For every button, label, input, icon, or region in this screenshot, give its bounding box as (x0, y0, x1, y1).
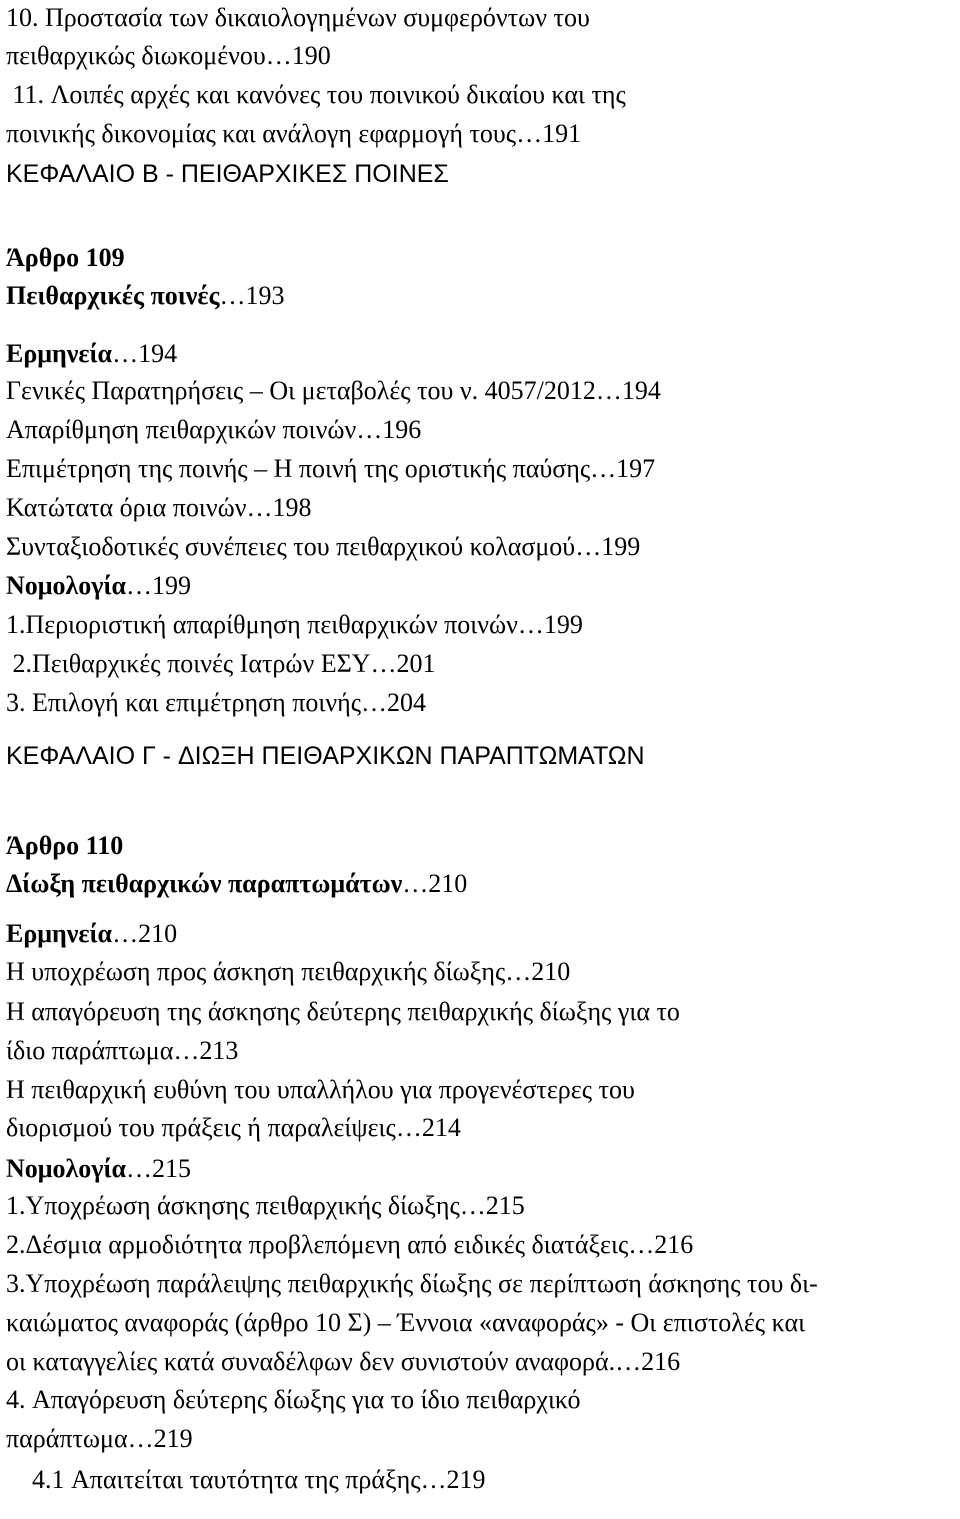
leader-dots: … (361, 688, 387, 717)
toc-entry-text: Πειθαρχικές ποινές (6, 281, 220, 310)
leader-dots: … (505, 957, 532, 986)
section-heading (6, 240, 125, 276)
leader-dots: … (420, 1465, 447, 1494)
toc-entry (6, 412, 421, 448)
leader-dots: … (112, 919, 139, 948)
page-number: 215 (485, 1191, 525, 1220)
toc-entry-text: Η πειθαρχική ευθύνη του υπαλλήλου για προγενέστερες του (6, 1075, 635, 1104)
leader-dots: … (628, 1230, 655, 1259)
toc-entry-text: 2.Πειθαρχικές ποινές Ιατρών ΕΣΥ (6, 649, 371, 678)
page-number: 194 (138, 339, 178, 368)
page-number: 199 (152, 571, 192, 600)
toc-entry-text: ΚΕΦΑΛΑΙΟ Β - ΠΕΙΘΑΡΧΙΚΕΣ ΠΟΙΝΕΣ (6, 160, 449, 188)
page-number: 193 (245, 281, 285, 310)
leader-dots: … (395, 1113, 422, 1142)
page-number: 219 (153, 1424, 193, 1453)
leader-dots: … (126, 571, 153, 600)
toc-entry (6, 1227, 693, 1263)
page-number: 216 (641, 1347, 681, 1376)
toc-entry-text: καιώματος αναφοράς (άρθρο 10 Σ) – Έννοια «αναφοράς» - Οι επιστολές και (6, 1308, 806, 1337)
leader-dots: … (517, 610, 544, 639)
page-number: 214 (421, 1113, 461, 1142)
leader-dots: … (459, 1191, 486, 1220)
section-heading (6, 866, 467, 902)
toc-entry (6, 529, 640, 565)
toc-entry (6, 77, 626, 113)
toc-entry-text: πειθαρχικώς διωκομένου (6, 41, 266, 70)
toc-entry-text: 1.Υποχρέωση άσκησης πειθαρχικής δίωξης (6, 1191, 460, 1220)
leader-dots: … (370, 649, 397, 678)
toc-entry-text: 10. Προστασία των δικαιολογημένων συμφερόντων του (6, 3, 590, 32)
toc-entry-text: Απαρίθμηση πειθαρχικών ποινών (6, 415, 357, 444)
toc-entry (6, 1344, 680, 1380)
leader-dots: … (595, 376, 622, 405)
section-heading (6, 568, 191, 604)
toc-entry-text: Ερμηνεία (6, 339, 113, 368)
toc-entry (6, 646, 436, 682)
toc-entry-text: 4. Απαγόρευση δεύτερης δίωξης για το ίδιο πειθαρχικό (6, 1385, 581, 1414)
leader-dots: … (516, 119, 543, 148)
toc-entry-text: 4.1 Απαιτείται ταυτότητα της πράξης (6, 1465, 421, 1494)
leader-dots: … (590, 454, 617, 483)
page-number: 199 (601, 532, 641, 561)
toc-entry (6, 373, 661, 409)
toc-entry (6, 1072, 635, 1108)
section-heading (6, 916, 177, 952)
page-number: 215 (152, 1154, 192, 1183)
toc-entry (6, 685, 426, 721)
toc-entry (6, 1305, 805, 1341)
toc-entry (6, 451, 655, 487)
toc-entry-text: Δίωξη πειθαρχικών παραπτωμάτων (6, 869, 403, 898)
toc-entry (6, 1110, 461, 1146)
leader-dots: … (127, 1424, 154, 1453)
leader-dots: … (265, 41, 292, 70)
toc-entry-text: 2.Δέσμια αρμοδιότητα προβλεπόμενη από ειδικές διατάξεις (6, 1230, 629, 1259)
page-number: 216 (654, 1230, 694, 1259)
toc-entry (6, 1188, 525, 1224)
toc-entry-text: 3.Υποχρέωση παράλειψης πειθαρχικής δίωξης σε περίπτωση άσκησης του δι- (6, 1269, 818, 1298)
toc-entry-text: 3. Επιλογή και επιμέτρηση ποινής (6, 688, 361, 717)
toc-entry-text: Η απαγόρευση της άσκησης δεύτερης πειθαρχικής δίωξης για το (6, 997, 680, 1026)
chapter-heading (6, 738, 645, 774)
toc-entry-text: Επιμέτρηση της ποινής – Η ποινή της οριστικής παύσης (6, 454, 591, 483)
page-number: 213 (199, 1036, 239, 1065)
page-number: 190 (291, 41, 331, 70)
page-number: 198 (272, 493, 312, 522)
section-heading (6, 1151, 191, 1187)
page-number: 210 (428, 869, 468, 898)
leader-dots: … (173, 1036, 200, 1065)
toc-entry (6, 1382, 580, 1418)
section-heading (6, 828, 123, 864)
toc-entry (6, 38, 331, 74)
toc-entry (6, 607, 583, 643)
toc-entry-text: Συνταξιοδοτικές συνέπειες του πειθαρχικού κολασμού (6, 532, 576, 561)
leader-dots: … (246, 493, 273, 522)
page-number: 199 (543, 610, 583, 639)
toc-entry-text: διορισμού του πράξεις ή παραλείψεις (6, 1113, 396, 1142)
page-number: 197 (616, 454, 656, 483)
toc-entry-text: Η υποχρέωση προς άσκηση πειθαρχικής δίωξης (6, 957, 506, 986)
toc-entry-text: 1.Περιοριστική απαρίθμηση πειθαρχικών ποινών (6, 610, 518, 639)
toc-entry-text: Άρθρο 109 (6, 243, 125, 272)
page-number: 204 (387, 688, 426, 717)
leader-dots: … (575, 532, 602, 561)
toc-entry (6, 116, 581, 152)
page-number: 201 (396, 649, 436, 678)
toc-entry (6, 1266, 818, 1302)
page-number: 210 (531, 957, 571, 986)
toc-entry-text: παράπτωμα (6, 1424, 128, 1453)
page-number: 191 (542, 119, 582, 148)
page-number: 219 (446, 1465, 486, 1494)
leader-dots: … (356, 415, 383, 444)
leader-dots: … (402, 869, 429, 898)
page-number: 210 (138, 919, 178, 948)
toc-entry-text: Νομολογία (6, 571, 127, 600)
toc-entry (6, 1462, 486, 1498)
toc-entry-text: Κατώτατα όρια ποινών (6, 493, 247, 522)
toc-entry-text: Άρθρο 110 (6, 831, 124, 860)
toc-entry (6, 954, 570, 990)
page-number: 196 (382, 415, 422, 444)
toc-entry-text: Γενικές Παρατηρήσεις – Οι μεταβολές του ν. 4057/2012 (6, 376, 596, 405)
toc-entry (6, 490, 311, 526)
toc-entry (6, 0, 590, 36)
toc-entry-text: ΚΕΦΑΛΑΙΟ Γ - ΔΙΩΞΗ ΠΕΙΘΑΡΧΙΚΩΝ ΠΑΡΑΠΤΩΜΑΤΩΝ (6, 742, 645, 770)
toc-entry-text: Νομολογία (6, 1154, 127, 1183)
leader-dots: … (219, 281, 246, 310)
toc-entry-text: οι καταγγελίες κατά συναδέλφων δεν συνιστούν αναφορά. (6, 1347, 616, 1376)
leader-dots: … (112, 339, 139, 368)
toc-entry (6, 1033, 238, 1069)
toc-entry-text: Ερμηνεία (6, 919, 113, 948)
toc-entry (6, 994, 680, 1030)
toc-entry-text: 11. Λοιπές αρχές και κανόνες του ποινικού δικαίου και της (6, 80, 626, 109)
leader-dots: … (126, 1154, 153, 1183)
page-number: 194 (621, 376, 661, 405)
toc-entry-text: ίδιο παράπτωμα (6, 1036, 174, 1065)
toc-entry-text: ποινικής δικονομίας και ανάλογη εφαρμογή τους (6, 119, 517, 148)
toc-entry (6, 1421, 193, 1457)
chapter-heading (6, 156, 449, 192)
section-heading (6, 336, 177, 372)
leader-dots: … (615, 1347, 642, 1376)
section-heading (6, 278, 284, 314)
